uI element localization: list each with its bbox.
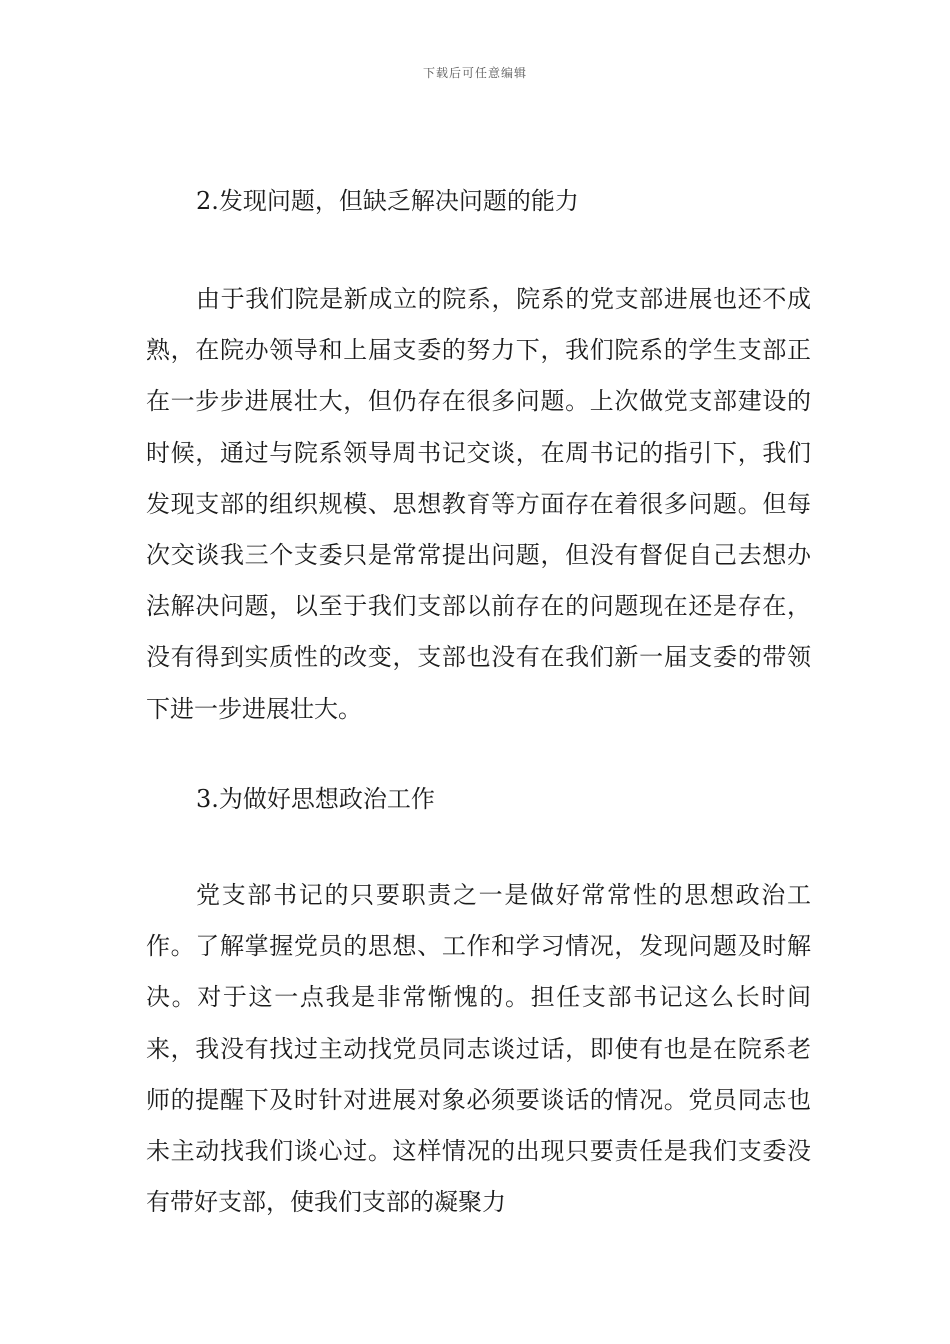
section-paragraph: 由于我们院是新成立的院系，院系的党支部进展也还不成熟，在院办领导和上届支委的努力下，我们院系的学生支部正在一步步进展壮大，但仍存在很多问题。上次做党支部建设的时候，通过与院系领导周书记交谈，在周书记的指引下，我们发现支部的组织规模、思想教育等方面存在着很多问题。但每次交谈我三个支委只是常常提出问题，但没有督促自己去想办法解决问题，以至于我们支部以前存在的问题现在还是存在，没有得到实质性的改变，支部也没有在我们新一届支委的带领下进一步进展壮大。 [146,285,811,723]
section-heading: 2.发现问题，但缺乏解决问题的能力 [196,187,579,215]
section-heading: 3.为做好思想政治工作 [196,785,435,813]
section-paragraph: 党支部书记的只要职责之一是做好常常性的思想政治工作。了解掌握党员的思想、工作和学习情况，发现问题及时解决。对于这一点我是非常惭愧的。担任支部书记这么长时间来，我没有找过主动找党员同志谈过话，即使有也是在院系老师的提醒下及时针对进展对象必须要谈话的情况。党员同志也未主动找我们谈心过。这样情况的出现只要责任是我们支委没有带好支部，使我们支部的凝聚力 [146,881,811,1217]
header-note: 下载后可任意编辑 [422,66,527,80]
